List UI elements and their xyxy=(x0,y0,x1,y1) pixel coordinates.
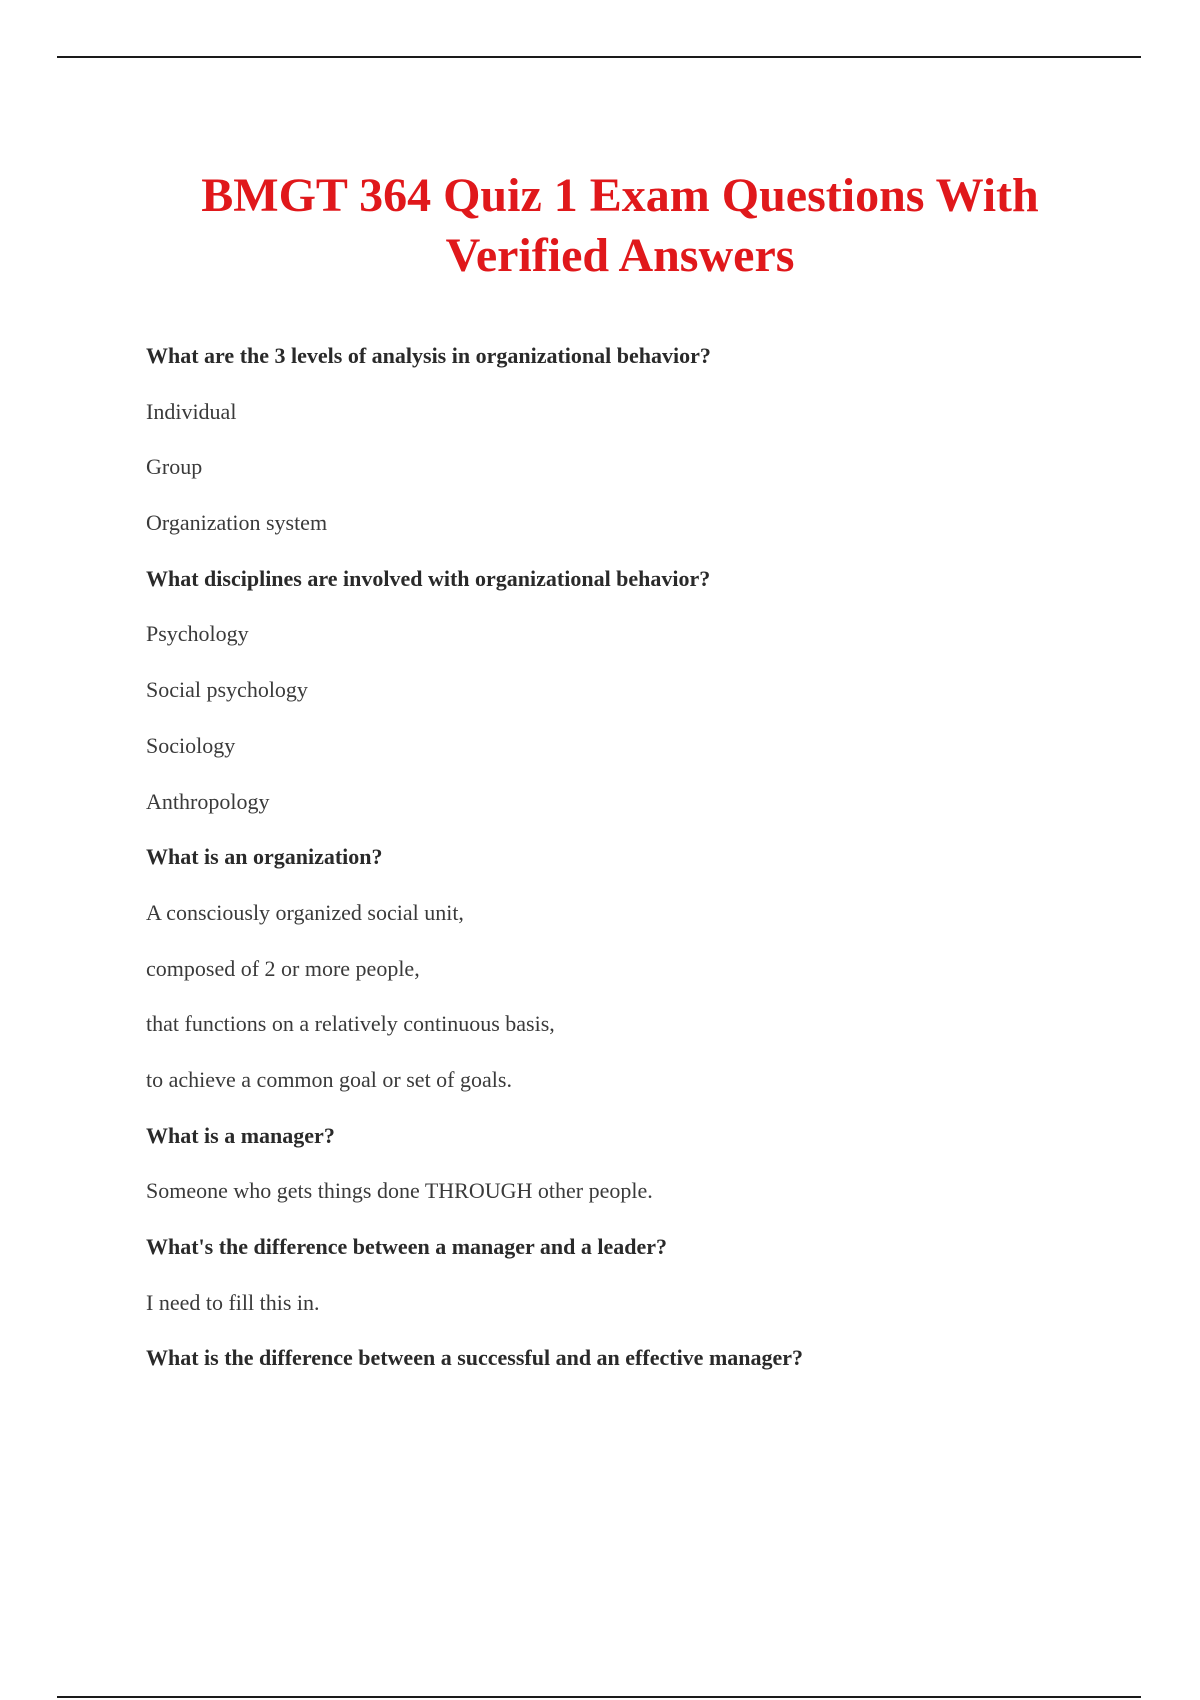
answer-line: composed of 2 or more people, xyxy=(146,955,420,981)
answer-line: Someone who gets things done THROUGH other people. xyxy=(146,1178,653,1204)
question: What are the 3 levels of analysis in organizational behavior? xyxy=(146,343,711,368)
qa-content xyxy=(146,343,1106,1401)
question: What disciplines are involved with organizational behavior? xyxy=(146,565,711,591)
bottom-divider xyxy=(57,1696,1141,1698)
top-divider xyxy=(57,56,1141,58)
title-line-2: Verified Answers xyxy=(445,229,795,282)
answer-line: I need to fill this in. xyxy=(146,1289,320,1315)
question: What is a manager? xyxy=(146,1122,335,1148)
question: What's the difference between a manager and a leader? xyxy=(146,1234,668,1259)
answer-line: Organization system xyxy=(146,510,328,536)
answer-line: to achieve a common goal or set of goals. xyxy=(146,1066,512,1092)
answer-line: Sociology xyxy=(146,732,236,758)
answer-line: Anthropology xyxy=(146,788,270,814)
answer-line: Individual xyxy=(146,398,237,424)
answer-line: Psychology xyxy=(146,621,249,647)
question: What is the difference between a successful and an effective manager? xyxy=(146,1345,804,1371)
document-title xyxy=(140,166,1100,286)
answer-line: that functions on a relatively continuous basis, xyxy=(146,1011,555,1037)
answer-line: Group xyxy=(146,454,203,480)
answer-line: Social psychology xyxy=(146,677,308,703)
title-line-1: BMGT 364 Quiz 1 Exam Questions With xyxy=(201,169,1039,222)
answer-line: A consciously organized social unit, xyxy=(146,899,464,925)
question: What is an organization? xyxy=(146,844,383,870)
